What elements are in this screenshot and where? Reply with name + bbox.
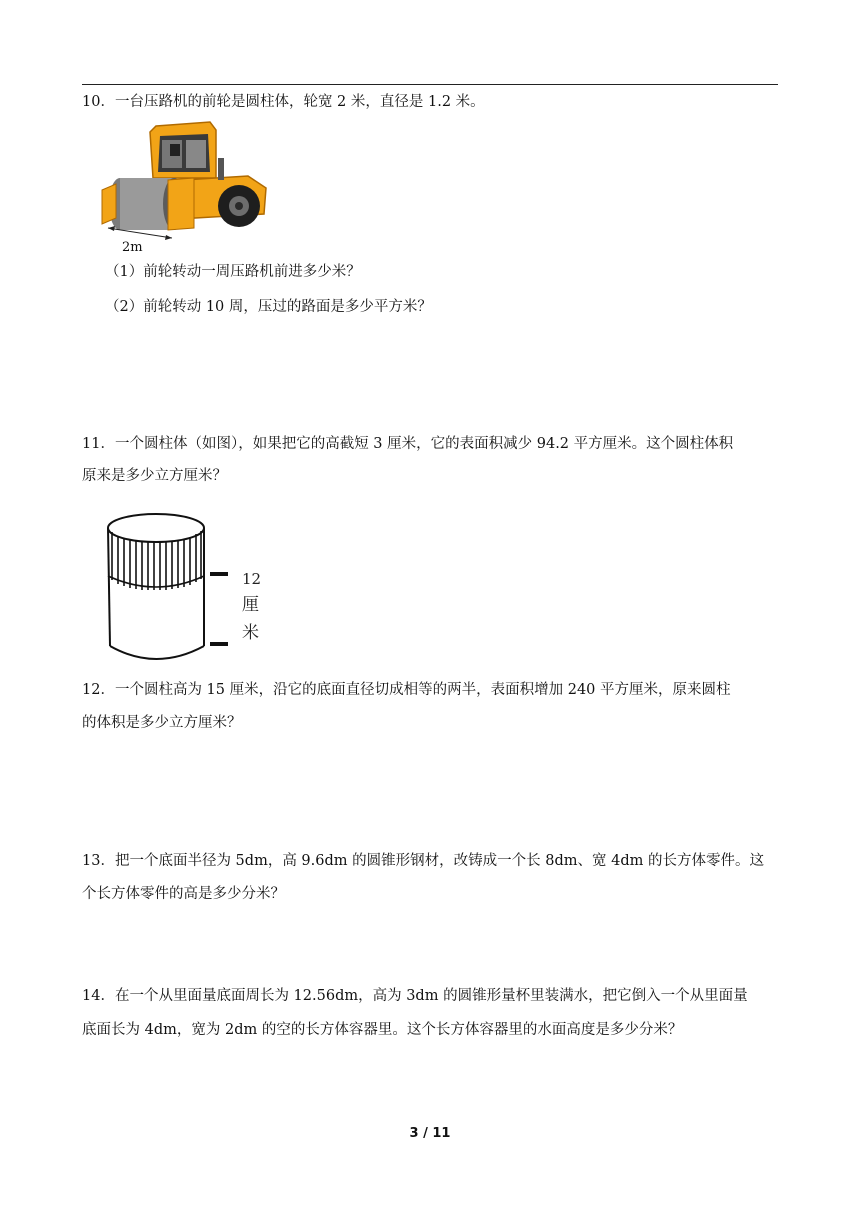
cylinder-height-number: 12: [242, 570, 262, 588]
cylinder-height-unit-2: 米: [242, 623, 259, 643]
question-14-line-1: 14．在一个从里面量底面周长为 12.56dm，高为 3dm 的圆锥形量杯里装满水，把它倒入一个从里面量: [82, 988, 748, 1004]
road-roller-figure: [98, 118, 270, 258]
question-10-sub-2: （2）前轮转动 10 周，压过的路面是多少平方米？: [105, 299, 432, 315]
question-10-text: 10．一台压路机的前轮是圆柱体，轮宽 2 米，直径是 1.2 米。: [82, 94, 485, 110]
question-10-sub-1: （1）前轮转动一周压路机前进多少米？: [105, 264, 361, 280]
question-13-line-2: 个长方体零件的高是多少分米？: [82, 886, 285, 902]
page-number: 3 / 11: [409, 1126, 451, 1141]
question-13-line-1: 13．把一个底面半径为 5dm，高 9.6dm 的圆锥形钢材，改铸成一个长 8dm、宽 4dm 的长方体零件。这: [82, 853, 764, 869]
cylinder-height-unit-1: 厘: [242, 595, 259, 615]
header-rule: [82, 84, 778, 85]
question-12-line-2: 的体积是多少立方厘米？: [82, 715, 242, 731]
question-11-line-2: 原来是多少立方厘米？: [82, 468, 227, 484]
question-11-line-1: 11．一个圆柱体（如图），如果把它的高截短 3 厘米，它的表面积减少 94.2 平方厘米。这个圆柱体积: [82, 436, 734, 452]
question-14-line-2: 底面长为 4dm，宽为 2dm 的空的长方体容器里。这个长方体容器里的水面高度是多少分米？: [82, 1022, 683, 1038]
roller-width-label: 2m: [122, 240, 143, 255]
cylinder-figure: [100, 506, 270, 666]
question-12-line-1: 12．一个圆柱高为 15 厘米，沿它的底面直径切成相等的两半，表面积增加 240 平方厘米，原来圆柱: [82, 682, 731, 698]
